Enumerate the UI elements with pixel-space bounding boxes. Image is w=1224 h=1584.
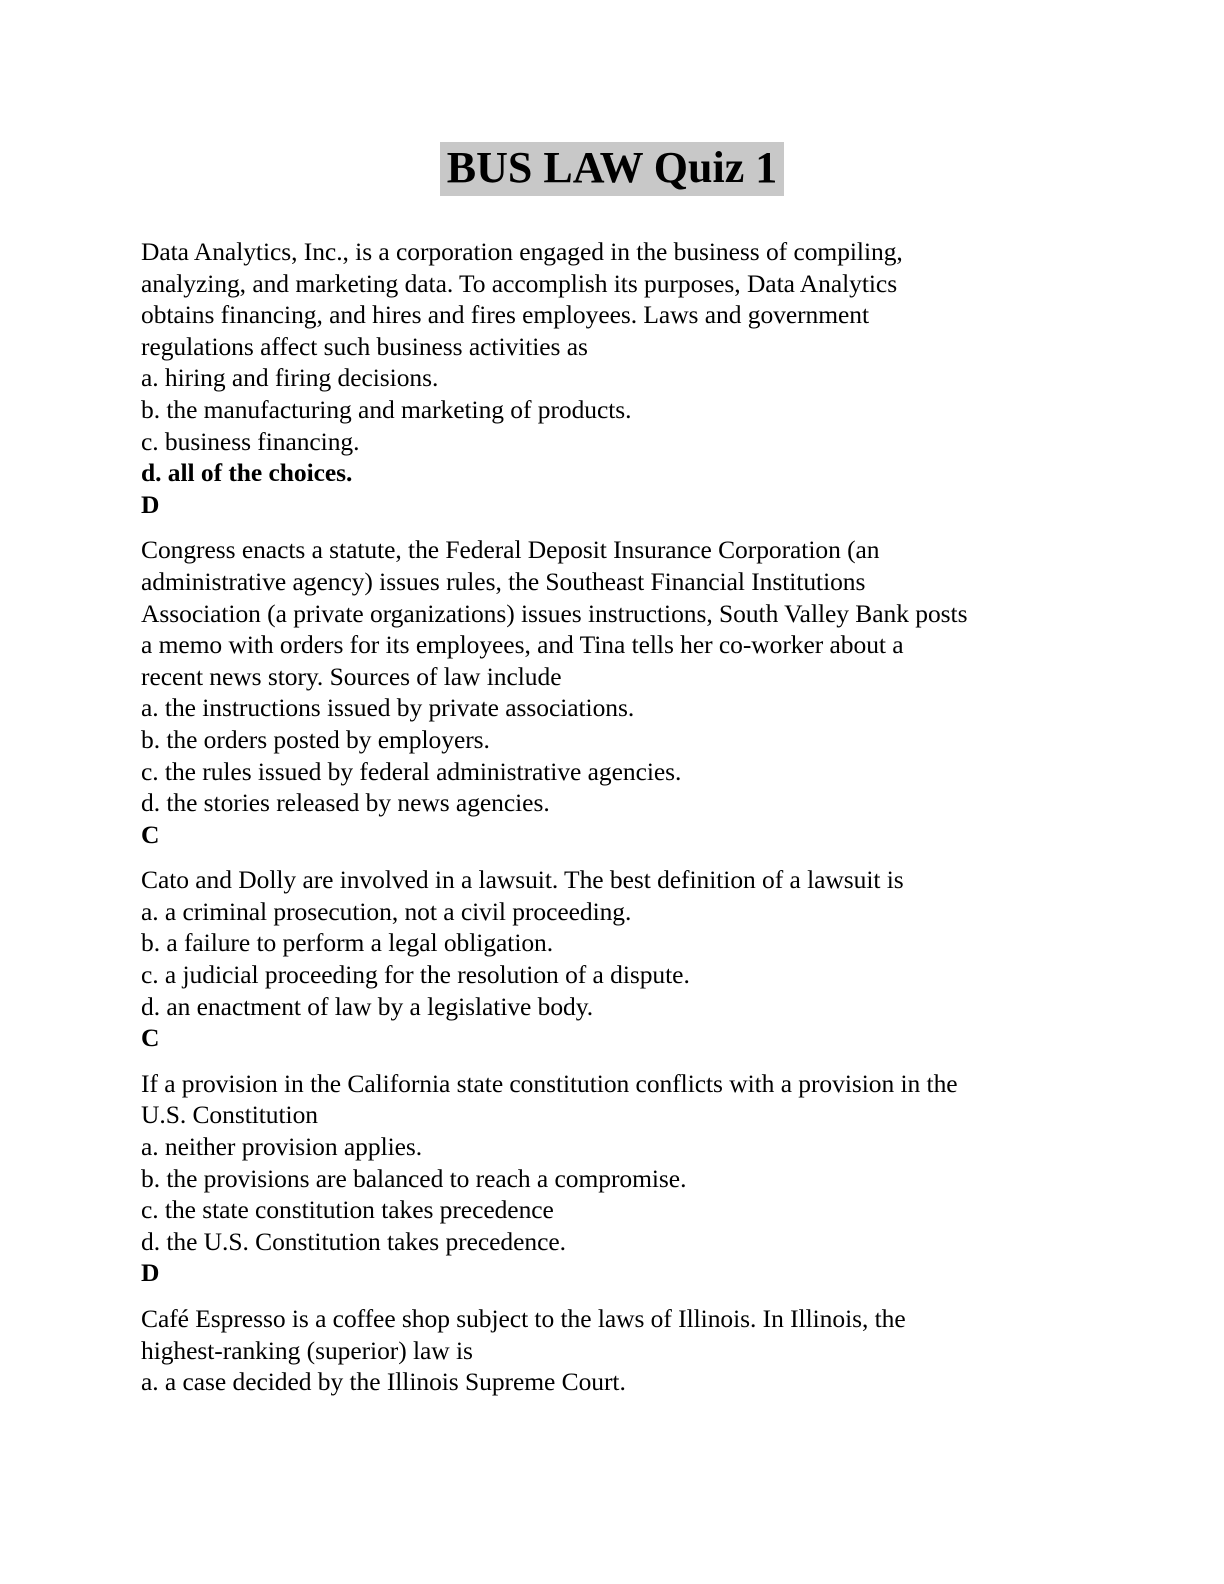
answer-choice[interactable]: a. a criminal prosecution, not a civil proceeding. [141,896,632,926]
question-stem-line: Data Analytics, Inc., is a corporation engaged in the business of compiling, [141,237,903,266]
page-title-highlight: BUS LAW Quiz 1 [440,142,785,196]
question-stem-line: highest-ranking (superior) law is [141,1335,473,1365]
question-block [141,1068,1086,1289]
question-stem-line: If a provision in the California state constitution conflicts with a provision in the [141,1068,958,1098]
question-stem-line: U.S. Constitution [141,1100,318,1130]
answer-choice[interactable]: b. a failure to perform a legal obligation. [141,928,554,958]
answer-choice[interactable]: a. hiring and firing decisions. [141,363,439,393]
correct-answer-letter: C [141,1023,160,1053]
answer-choice[interactable]: c. the rules issued by federal administrative agencies. [141,756,682,786]
question-stem-line: obtains financing, and hires and fires employees. Laws and government [141,300,870,330]
answer-choice[interactable]: b. the provisions are balanced to reach a compromise. [141,1163,687,1193]
question-stem-line: Café Espresso is a coffee shop subject to the laws of Illinois. In Illinois, the [141,1304,906,1333]
correct-answer-letter: D [141,489,160,519]
page-title [0,139,1224,197]
question-stem-line: Congress enacts a statute, the Federal Deposit Insurance Corporation (an [141,535,880,565]
answer-choice[interactable]: b. the manufacturing and marketing of products. [141,394,632,424]
question-block [141,864,1086,1054]
answer-choice[interactable]: a. the instructions issued by private associations. [141,693,635,723]
question-block [141,236,1086,520]
answer-choice[interactable]: d. the U.S. Constitution takes precedence. [141,1226,566,1256]
answer-choice[interactable]: b. the orders posted by employers. [141,724,490,754]
answer-choice[interactable]: c. business financing. [141,426,360,456]
question-stem-line: administrative agency) issues rules, the Southeast Financial Institutions [141,566,866,596]
correct-answer-letter: C [141,819,160,849]
answer-choice[interactable]: c. a judicial proceeding for the resolution of a dispute. [141,960,690,990]
answer-choice[interactable]: a. a case decided by the Illinois Supreme Court. [141,1367,626,1397]
quiz-body [141,236,1086,1398]
question-block [141,1303,1086,1398]
question-stem-line: analyzing, and marketing data. To accomplish its purposes, Data Analytics [141,268,898,298]
answer-choice[interactable]: d. the stories released by news agencies. [141,788,550,818]
answer-choice[interactable]: c. the state constitution takes precedence [141,1195,554,1225]
question-block [141,534,1086,850]
answer-choice[interactable]: d. an enactment of law by a legislative body. [141,991,594,1021]
question-stem-line: recent news story. Sources of law include [141,661,562,691]
answer-choice[interactable]: a. neither provision applies. [141,1132,423,1162]
question-stem-line: regulations affect such business activities as [141,331,588,361]
question-stem-line: Association (a private organizations) issues instructions, South Valley Bank posts [141,598,968,628]
answer-choice[interactable]: d. all of the choices. [141,458,353,488]
question-stem-line: a memo with orders for its employees, and Tina tells her co-worker about a [141,630,904,660]
correct-answer-letter: D [141,1258,160,1288]
question-stem-line: Cato and Dolly are involved in a lawsuit. The best definition of a lawsuit is [141,865,904,895]
